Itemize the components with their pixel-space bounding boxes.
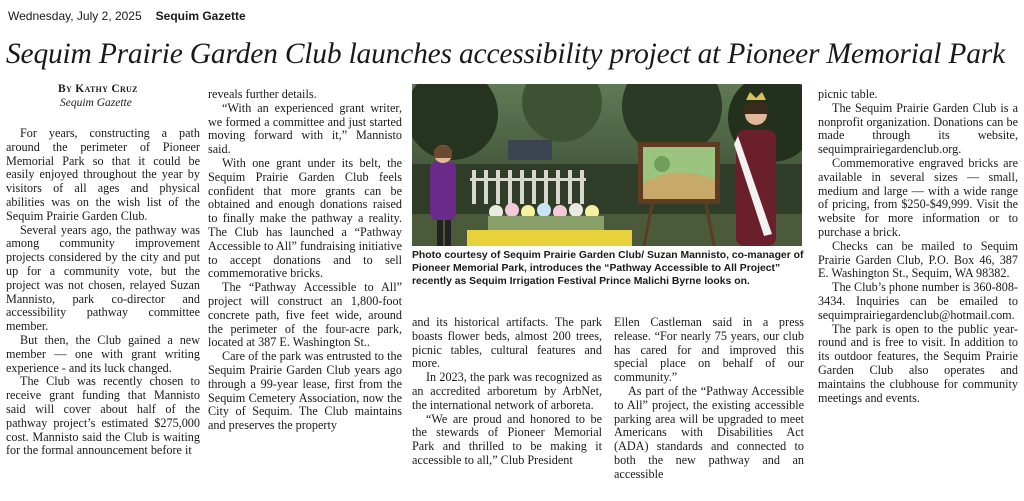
article-column-2 — [208, 88, 402, 497]
paragraph: Care of the park was entrusted to the Sequim Prairie Garden Club years ago through a 99-year lease, first from the Sequim Cemetery Association, now the City of Sequim. The Club maintains and preserves the property — [208, 349, 402, 433]
paragraph: The Club’s phone number is 360-808-3434. Inquiries can be emailed to sequimprairiegardenclub@hotmail.com. — [818, 280, 1018, 322]
paragraph: picnic table. — [818, 88, 878, 101]
dateline — [8, 7, 246, 25]
article-photo — [412, 84, 802, 246]
paragraph: The “Pathway Accessible to All” project will construct an 1,800-foot concrete path, five feet wide, around the perimeter of the four-acre park, located at 387 E. Washington St.. — [208, 280, 402, 350]
article-column-5 — [818, 88, 1018, 497]
paragraph: With one grant under its belt, the Sequim Prairie Garden Club feels confident that more grants can be obtained and enough donations raised to finally make the pathway a reality. The Club has launched a “Pathway Accessible to All” fundraising initiative to accept donations and to sell commemorative bricks. — [208, 155, 402, 281]
article-column-1 — [6, 127, 200, 497]
headline: Sequim Prairie Garden Club launches accessibility project at Pioneer Memorial Park — [6, 38, 1005, 70]
paragraph: reveals further details. — [208, 88, 317, 101]
paragraph: The park is open to the public year-round and is free to visit. In addition to its outdoor features, the Sequim Prairie Garden Club also operates and maintains the clubhouse for community meetings and events. — [818, 321, 1018, 405]
photo-illustration — [412, 84, 802, 246]
photo-caption: Photo courtesy of Sequim Prairie Garden Club/ Suzan Mannisto, co-manager of Pioneer Memorial Park, introduces the “Pathway Accessible to All Project” recently as Sequim Irrigation Festival Prince Malichi Byrne looks on. — [412, 250, 804, 287]
paragraph: Commemorative engraved bricks are available in several sizes — small, medium and large — with a wide range of pricing, from $250-$49,999. Visit the website for more information or to purchase a brick. — [818, 155, 1018, 239]
article-column-3 — [412, 316, 602, 497]
article-column-4 — [614, 316, 804, 497]
byline — [58, 82, 138, 110]
paragraph: Checks can be mailed to Sequim Prairie Garden Club, P.O. Box 46, 387 E. Washington St., Sequim, WA 98382. — [818, 238, 1018, 281]
paragraph: Ellen Castleman said in a press release. “For nearly 75 years, our club has cared for and improved this special place on behalf of our community.” — [614, 316, 804, 385]
newspaper-name: Sequim Gazette — [155, 9, 246, 23]
byline-author: By Kathy Cruz — [58, 83, 138, 95]
paragraph: The Club was recently chosen to receive grant funding that Mannisto said will cover about half of the pathway project’s estimated $275,000 cost. Mannisto said the Club is waiting for the formal announcement before it — [6, 374, 200, 458]
paragraph: But then, the Club gained a new member — one with grant writing experience - and its luck changed. — [6, 332, 200, 375]
byline-outlet: Sequim Gazette — [60, 97, 132, 109]
paragraph: Several years ago, the pathway was among community improvement projects considered by the city and put up for a community vote, but the project was not chosen, relayed Suzan Mannisto, park co-director and accessibility pathway committee member. — [6, 222, 200, 334]
paragraph: “With an experienced grant writer, we formed a committee and just started moving forward with it,” Mannisto said. — [208, 100, 402, 157]
paragraph: In 2023, the park was recognized as an accredited arboretum by ArbNet, the international network of arboreta. — [412, 370, 602, 412]
paragraph: and its historical artifacts. The park boasts flower beds, almost 200 trees, picnic tables, cultural features and more. — [412, 316, 602, 371]
publication-date: Wednesday, July 2, 2025 — [8, 9, 142, 23]
paragraph: The Sequim Prairie Garden Club is a nonprofit organization. Donations can be made through its website, sequimprairiegardenclub.org. — [818, 100, 1018, 157]
paragraph: For years, constructing a path around the perimeter of Pioneer Memorial Park so that it could be easily enjoyed throughout the year by visitors of all ages and physical abilities was on the wish list of the Sequim Prairie Garden Club. — [6, 127, 200, 223]
paragraph: As part of the “Pathway Accessible to All” project, the existing accessible parking area will be upgraded to meet Americans with Disabilities Act (ADA) standards and connected to both the new pathway and an accessible — [614, 383, 804, 481]
paragraph: “We are proud and honored to be the stewards of Pioneer Memorial Park and thrilled to be making it accessible to all,” Club President — [412, 411, 602, 467]
